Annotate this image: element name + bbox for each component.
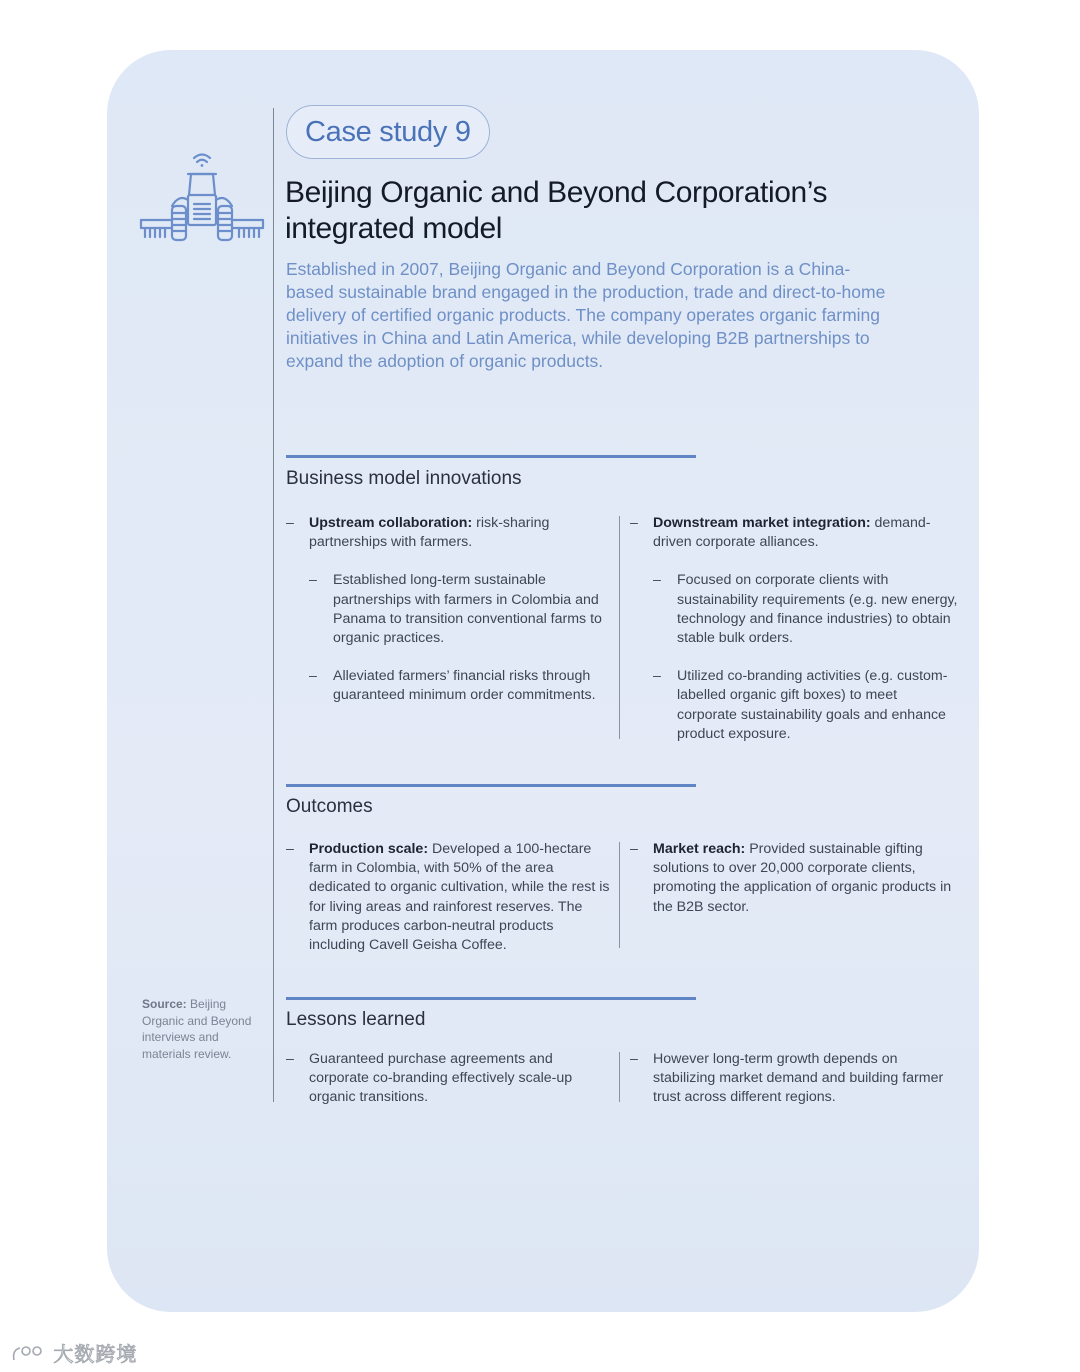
section-rule-lessons [286,997,696,1000]
sub-item-text: Alleviated farmers’ financial risks through guaranteed minimum order commitments. [333,668,596,704]
case-study-badge: Case study 9 [286,105,490,159]
column-divider [619,1052,620,1102]
innovations-right-column [630,514,960,744]
bold-lead: Market reach: [653,841,746,857]
bold-lead: Production scale: [309,841,429,857]
source-note [142,996,262,1062]
innovation-upstream [286,514,611,552]
bold-lead: Upstream collaboration: [309,515,473,531]
lesson-item [286,1050,611,1108]
lessons-right-column [630,1050,960,1108]
section-title-innovations: Business model innovations [286,468,522,489]
lead-text: Provided sustainable gifting solutions to over 20,000 corporate clients, promoting the application of organic products in the B2B sector. [653,841,952,915]
bullet-dash: – [309,668,317,685]
section-title-lessons: Lessons learned [286,1009,426,1030]
bullet-dash: – [286,515,294,531]
bullet-dash: – [286,841,294,857]
page-title: Beijing Organic and Beyond Corporation’s integrated model [285,176,828,245]
vertical-divider [273,108,274,1102]
outcome-production-scale [286,840,611,955]
tractor-icon [138,148,266,244]
outcomes-right-column [630,840,960,917]
intro-paragraph: Established in 2007, Beijing Organic and Beyond Corporation is a China-based sustainable brand engaged in the production, trade and direct-to-home delivery of certified organic products. The company operates organic farming initiatives in China and Latin America, while developing B2B partnerships to expand the adoption of organic products. [286,259,886,371]
bullet-dash: – [630,1051,638,1067]
watermark-logo-icon [10,1342,46,1364]
bullet-dash: – [653,572,661,589]
watermark-text: 大数跨境 [53,1342,138,1366]
lead-text: demand-driven corporate alliances. [653,515,931,551]
bullet-dash: – [630,515,638,531]
column-divider [619,842,620,948]
lead-text: risk-sharing partnerships with farmers. [309,515,550,551]
sub-item [630,571,960,648]
lessons-left-column [286,1050,611,1108]
section-title-outcomes: Outcomes [286,796,373,817]
bullet-dash: – [653,668,661,685]
column-divider [619,516,620,739]
bold-lead: Downstream market integration: [653,515,871,531]
sub-item [286,571,611,648]
lesson-text: However long-term growth depends on stabilizing market demand and building farmer trust across different regions. [653,1051,944,1106]
source-text: Beijing Organic and Beyond interviews and materials review. [142,997,252,1061]
bullet-dash: – [286,1051,294,1067]
sub-item-text: Utilized co-branding activities (e.g. custom-labelled organic gift boxes) to meet corporate sustainability goals and enhance product exposure. [677,668,948,742]
lead-text: Developed a 100-hectare farm in Colombia, with 50% of the area dedicated to organic cultivation, while the rest is for living areas and rainforest reserves. The farm produces carbon-neutral products including Cavell Geisha Coffee. [309,841,610,954]
section-rule-innovations [286,455,696,458]
source-label: Source: [142,997,187,1011]
bullet-dash: – [309,572,317,589]
sub-item-text: Established long-term sustainable partnerships with farmers in Colombia and Panama to transition conventional farms to organic practices. [333,572,602,647]
sub-item-text: Focused on corporate clients with sustainability requirements (e.g. new energy, technology and finance industries) to obtain stable bulk orders. [677,572,958,647]
bullet-dash: – [630,841,638,857]
lesson-item [630,1050,960,1108]
watermark [10,1338,137,1367]
innovation-downstream [630,514,960,552]
outcome-market-reach [630,840,960,917]
lesson-text: Guaranteed purchase agreements and corporate co-branding effectively scale-up organic transitions. [309,1051,573,1106]
sub-item [286,667,611,705]
innovations-left-column [286,514,611,706]
outcomes-left-column [286,840,611,955]
sub-item [630,667,960,744]
section-rule-outcomes [286,784,696,787]
